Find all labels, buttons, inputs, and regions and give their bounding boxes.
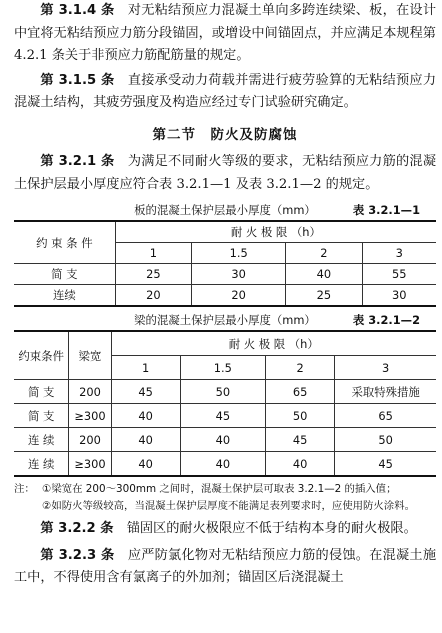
article-3-2-3 (14, 545, 436, 590)
row-label: 简 支 (14, 404, 69, 428)
article-text: 直接承受动力荷载并需进行疲劳验算的无粘结预应力混凝土结构，其疲劳强度及构造应经过专门试验研究确定。 (14, 72, 437, 111)
table-cell: 65 (335, 404, 436, 428)
beam-cover-table (14, 330, 436, 477)
table2-header-width: 梁宽 (69, 331, 111, 380)
article-number: 第 3.1.4 条 (40, 3, 115, 18)
table2-caption: 梁的混凝土保护层最小厚度（mm） (134, 313, 316, 328)
table-cell: 40 (111, 428, 180, 452)
table-cell: 45 (266, 428, 335, 452)
table-cell: 50 (266, 404, 335, 428)
table-cell: 55 (362, 264, 436, 285)
row-width: ≥300 (69, 404, 111, 428)
table2-col-header: 2 (266, 356, 335, 380)
article-text: 为满足不同耐火等级的要求，无粘结预应力筋的混凝土保护层最小厚度应符合表 3.2.1—1 及表 3.2.1—2 的规定。 (14, 153, 437, 192)
article-text: 锚固区的耐火极限应不低于结构本身的耐火极限。 (126, 521, 417, 537)
table1-header-fire: 耐 火 极 限 （h） (115, 221, 436, 243)
note-2: ②如防火等级较高，当混凝土保护层厚度不能满足表列要求时，应使用防火涂料。 (42, 500, 415, 513)
row-label: 连 续 (14, 428, 69, 452)
article-3-1-5 (14, 70, 436, 115)
table2-col-header: 1 (111, 356, 180, 380)
table-cell: 40 (266, 452, 335, 477)
table-cell: 25 (115, 264, 191, 285)
table-notes (14, 481, 436, 515)
article-text: 对无粘结预应力混凝土单向多跨连续梁、板，在设计中宜将无粘结预应力筋分段锚固，或增设中间锚固点，并应满足本规程第 4.2.1 条关于非预应力筋配筋量的规定。 (14, 3, 437, 64)
table2-col-header: 3 (335, 356, 436, 380)
table2-col-header: 1.5 (180, 356, 265, 380)
section-title: 第二节 防火及防腐蚀 (152, 126, 298, 143)
row-label: 连 续 (14, 452, 69, 477)
row-width: ≥300 (69, 452, 111, 477)
table-row (14, 285, 436, 307)
row-label: 连续 (14, 285, 115, 307)
table-cell: 20 (192, 285, 286, 307)
table-cell: 20 (115, 285, 191, 307)
note-1: ①梁宽在 200～300mm 之间时，混凝土保护层可取表 3.2.1—2 的插入值； (42, 483, 397, 496)
article-number: 第 3.1.5 条 (40, 72, 115, 88)
table2-header-constraint: 约束条件 (14, 331, 69, 380)
article-text: 应严防氯化物对无粘结预应力筋的侵蚀。在混凝土施工中，不得使用含有氯离子的外加剂；锚固区后浇混凝土 (14, 547, 437, 586)
table-cell: 30 (192, 264, 286, 285)
table1-number: 表 3.2.1—1 (352, 203, 420, 218)
table2-caption-row (14, 310, 436, 330)
row-width: 200 (69, 380, 111, 404)
table-row (14, 264, 436, 285)
notes-label: 注： (14, 483, 35, 496)
table-row (14, 380, 436, 404)
table1-header-constraint: 约 束 条 件 (14, 221, 115, 264)
table-cell: 30 (362, 285, 436, 307)
row-label: 简 支 (14, 380, 69, 404)
table-cell: 40 (111, 404, 180, 428)
table-cell: 50 (335, 428, 436, 452)
table-cell: 65 (266, 380, 335, 404)
table1-col-header: 2 (286, 243, 362, 264)
table-cell: 40 (180, 428, 265, 452)
table-cell: 25 (286, 285, 362, 307)
table-cell: 40 (180, 452, 265, 477)
table1-col-header: 3 (362, 243, 436, 264)
table-row (14, 428, 436, 452)
table1-col-header: 1 (115, 243, 191, 264)
table2-number: 表 3.2.1—2 (352, 313, 420, 328)
table-row (14, 452, 436, 477)
table-cell: 45 (335, 452, 436, 477)
article-3-1-4 (14, 0, 436, 68)
article-3-2-2 (14, 518, 436, 541)
row-label: 简 支 (14, 264, 115, 285)
table-cell: 采取特殊措施 (335, 380, 436, 404)
table1-caption-row (14, 200, 436, 220)
slab-cover-table (14, 220, 436, 307)
table-cell: 45 (180, 404, 265, 428)
article-number: 第 3.2.1 条 (40, 153, 115, 169)
row-width: 200 (69, 428, 111, 452)
article-3-2-1 (14, 151, 436, 196)
article-number: 第 3.2.2 条 (40, 521, 114, 537)
table-cell: 40 (286, 264, 362, 285)
table-row (14, 404, 436, 428)
table1-col-header: 1.5 (192, 243, 286, 264)
table-cell: 45 (111, 380, 180, 404)
table2-header-fire: 耐 火 极 限 （h） (111, 331, 436, 356)
table1-caption: 板的混凝土保护层最小厚度（mm） (134, 203, 316, 218)
table-cell: 50 (180, 380, 265, 404)
table-cell: 40 (111, 452, 180, 477)
article-number: 第 3.2.3 条 (40, 547, 115, 563)
